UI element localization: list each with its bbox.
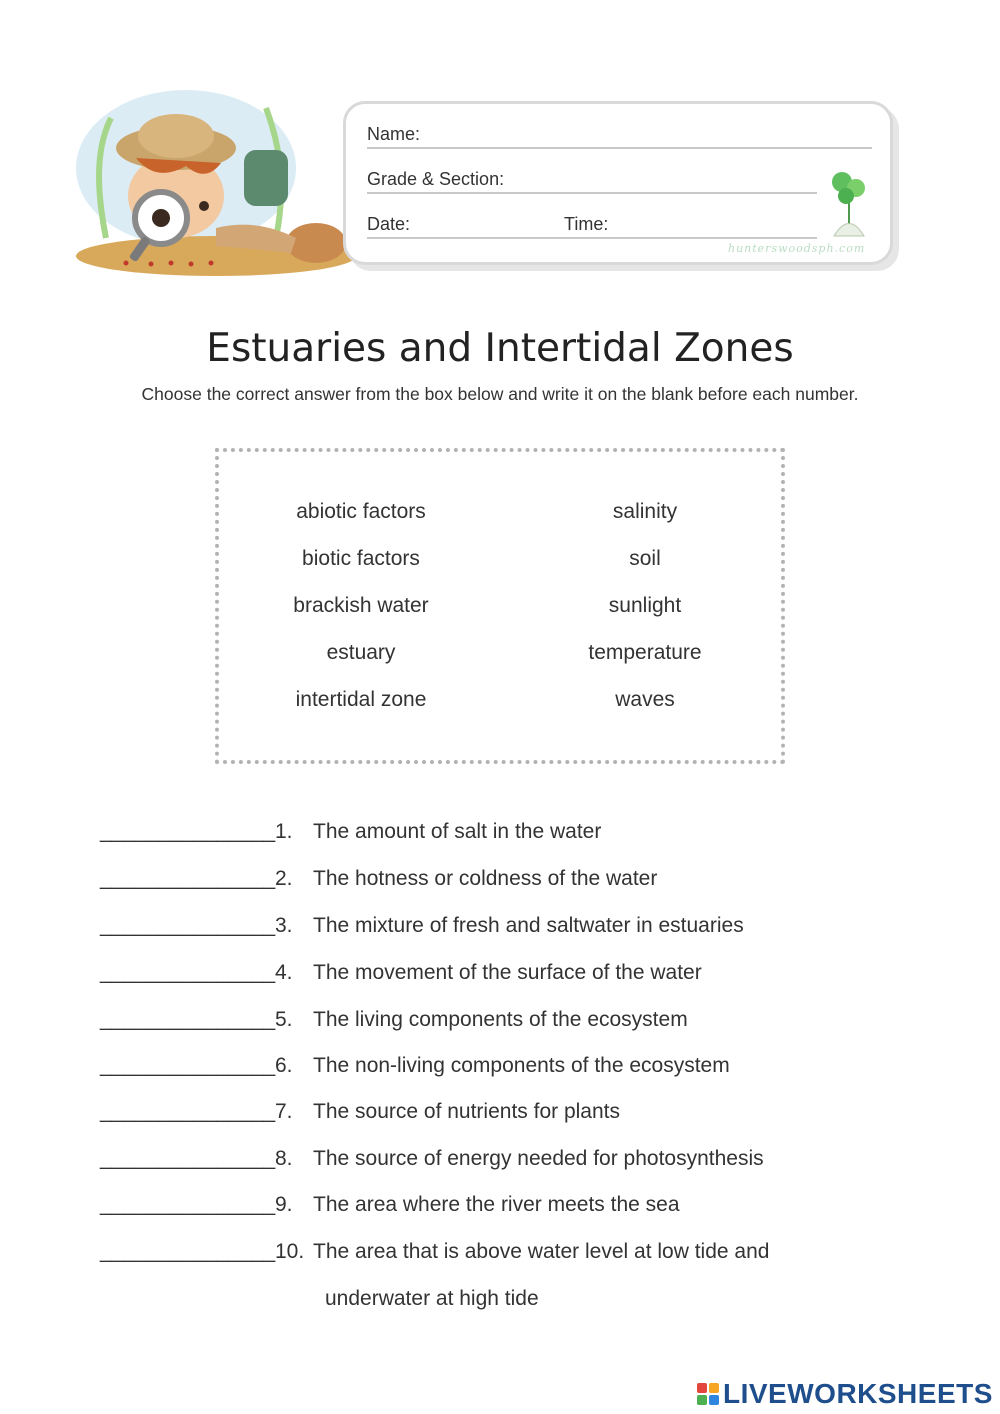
question-text: The hotness or coldness of the water <box>313 867 658 890</box>
answer-blank[interactable]: _______________ <box>100 1008 276 1031</box>
word-bank-item: salinity <box>612 500 678 523</box>
name-line[interactable] <box>367 147 872 149</box>
question-number: 9. <box>275 1193 293 1216</box>
question-3 <box>100 914 940 938</box>
question-text: The source of energy needed for photosynthesis <box>313 1147 764 1170</box>
logo-square-red <box>697 1383 707 1393</box>
word-bank-item: sunlight <box>608 594 682 617</box>
word-bank-item: intertidal zone <box>295 688 427 711</box>
name-label: Name: <box>367 124 421 144</box>
question-text: The non-living components of the ecosystem <box>313 1054 730 1077</box>
answer-blank[interactable]: _______________ <box>100 820 276 843</box>
grade-section-label: Grade & Section: <box>367 169 505 189</box>
logo-square-green <box>697 1395 707 1405</box>
logo-square-orange <box>709 1383 719 1393</box>
answer-blank[interactable]: _______________ <box>100 961 276 984</box>
question-number: 3. <box>275 914 293 937</box>
question-number: 10. <box>275 1240 305 1263</box>
question-number: 4. <box>275 961 293 984</box>
question-10 <box>100 1240 940 1264</box>
plant-icon <box>824 166 874 238</box>
question-text: The area that is above water level at low tide and <box>313 1240 770 1263</box>
logo-text: LIVEWORKSHEETS <box>723 1378 993 1409</box>
answer-blank[interactable]: _______________ <box>100 914 276 937</box>
question-number: 2. <box>275 867 293 890</box>
date-label: Date: <box>367 214 411 234</box>
question-10-continuation: underwater at high tide <box>325 1287 539 1310</box>
explorer-boy-illustration <box>66 88 356 278</box>
question-9 <box>100 1193 940 1217</box>
answer-blank[interactable]: _______________ <box>100 1193 276 1216</box>
question-text: The amount of salt in the water <box>313 820 602 843</box>
answer-blank[interactable]: _______________ <box>100 1100 276 1123</box>
question-text: The source of nutrients for plants <box>313 1100 620 1123</box>
answer-blank[interactable]: _______________ <box>100 1240 276 1263</box>
question-4 <box>100 961 940 985</box>
student-info-card <box>343 101 893 265</box>
question-1 <box>100 820 940 844</box>
question-number: 6. <box>275 1054 293 1077</box>
watermark-text: hunterswoodsph.com <box>728 242 866 255</box>
word-bank-item: biotic factors <box>302 547 420 570</box>
question-text: The movement of the surface of the water <box>313 961 702 984</box>
word-bank-item: temperature <box>588 641 702 664</box>
liveworksheets-logo-icon <box>697 1383 719 1405</box>
instructions: Choose the correct answer from the box below and write it on the blank before each number. <box>141 384 859 404</box>
word-bank-item: soil <box>629 547 661 570</box>
liveworksheets-logo[interactable] <box>697 1378 993 1410</box>
question-number: 1. <box>275 820 293 843</box>
question-number: 7. <box>275 1100 293 1123</box>
question-7 <box>100 1100 940 1124</box>
word-bank-item: abiotic factors <box>296 500 426 523</box>
grade-section-line[interactable] <box>367 192 817 194</box>
question-text: The mixture of fresh and saltwater in estuaries <box>313 914 744 937</box>
word-bank-item: estuary <box>326 641 396 664</box>
question-8 <box>100 1147 940 1171</box>
question-number: 8. <box>275 1147 293 1170</box>
word-bank-box <box>215 448 785 764</box>
question-text: The living components of the ecosystem <box>313 1008 688 1031</box>
question-2 <box>100 867 940 891</box>
word-bank-item: waves <box>615 688 675 711</box>
worksheet-title: Estuaries and Intertidal Zones <box>206 326 794 371</box>
time-label: Time: <box>564 214 609 234</box>
question-number: 5. <box>275 1008 293 1031</box>
question-text: The area where the river meets the sea <box>313 1193 680 1216</box>
answer-blank[interactable]: _______________ <box>100 1054 276 1077</box>
answer-blank[interactable]: _______________ <box>100 867 276 890</box>
answer-blank[interactable]: _______________ <box>100 1147 276 1170</box>
question-6 <box>100 1054 940 1078</box>
logo-square-blue <box>709 1395 719 1405</box>
date-time-line[interactable] <box>367 237 817 239</box>
word-bank-item: brackish water <box>293 594 429 617</box>
question-5 <box>100 1008 940 1032</box>
